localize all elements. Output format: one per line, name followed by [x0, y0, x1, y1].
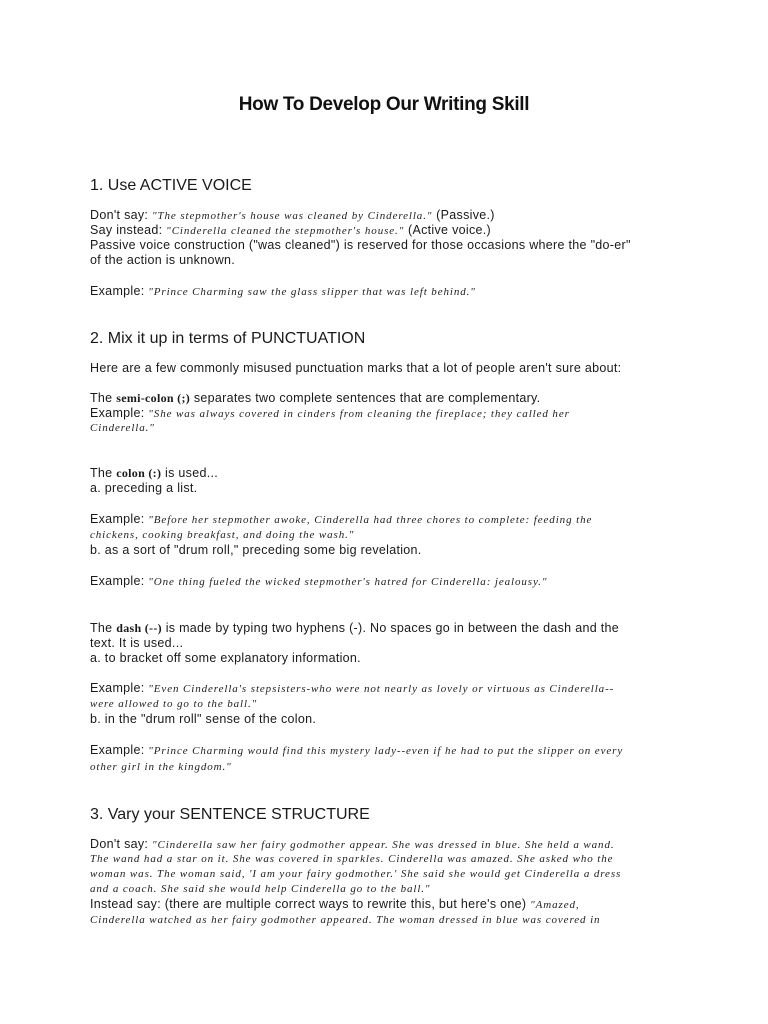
s2-intro: Here are a few commonly misused punctuation marks that a lot of people aren't sure about:	[90, 361, 622, 375]
s3-instead-text1: "Amazed,	[530, 899, 580, 911]
s2-semi-example-line1	[90, 406, 678, 422]
s2-dash-b: b. in the "drum roll" sense of the colon.	[90, 712, 317, 726]
s2-colon-ex2-line	[90, 574, 678, 590]
s1-dont-suffix: (Passive.)	[432, 208, 495, 222]
s2-colon-term: colon (:)	[116, 466, 162, 480]
s2-dash-line	[90, 621, 678, 636]
s2-dash-ex2-label: Example:	[90, 743, 149, 757]
s2-dash-line2: text. It is used...	[90, 636, 184, 650]
s2-semi-term: semi-colon (;)	[116, 391, 191, 405]
s2-dash-term: dash (--)	[116, 621, 162, 635]
s1-instead-label: Say instead:	[90, 223, 167, 237]
s2-dash-ex2-line2: other girl in the kingdom."	[90, 761, 232, 773]
s2-colon-ex1-line1	[90, 512, 678, 528]
s2-dash-a: a. to bracket off some explanatory information.	[90, 651, 361, 665]
s1-example-label: Example:	[90, 284, 149, 298]
s2-dash-ex1-line1	[90, 681, 678, 697]
s1-example-line	[90, 284, 678, 300]
s1-instead-example: "Cinderella cleaned the stepmother's house."	[166, 225, 405, 237]
s1-note-line1: Passive voice construction ("was cleaned") is reserved for those occasions where the "do-er"	[90, 238, 631, 252]
s2-colon-b: b. as a sort of "drum roll," preceding some big revelation.	[90, 543, 422, 557]
s1-dont-label: Don't say:	[90, 208, 152, 222]
s2-semi-example-text1: "She was always covered in cinders from cleaning the fireplace; they called her	[148, 408, 570, 420]
s2-semicolon-line	[90, 391, 678, 406]
s2-dash-ex1-label: Example:	[90, 681, 149, 695]
section-3-heading: 3. Vary your SENTENCE STRUCTURE	[90, 806, 370, 823]
s2-colon-ex1-line2: chickens, cooking breakfast, and doing the wash."	[90, 529, 355, 541]
s2-dash-ex1-line2: were allowed to go to the ball."	[90, 698, 258, 710]
s2-semi-prefix: The	[90, 391, 117, 405]
s2-colon-a: a. preceding a list.	[90, 481, 198, 495]
s2-colon-ex2-label: Example:	[90, 574, 149, 588]
page-title: How To Develop Our Writing Skill	[238, 94, 530, 115]
s2-semi-rest: separates two complete sentences that are complementary.	[190, 391, 541, 405]
s2-dash-rest: is made by typing two hyphens (-). No spaces go in between the dash and the	[161, 621, 620, 635]
s2-semi-example-line2: Cinderella."	[90, 422, 155, 434]
s2-colon-ex1-text1: "Before her stepmother awoke, Cinderella had three chores to complete: feeding the	[148, 514, 593, 526]
s1-instead-line	[90, 223, 678, 239]
s2-colon-rest: is used...	[161, 466, 219, 480]
s1-dont-line	[90, 208, 678, 224]
section-1-heading: 1. Use ACTIVE VOICE	[90, 177, 252, 194]
s1-dont-example: "The stepmother's house was cleaned by Cinderella."	[151, 210, 433, 222]
s2-dash-ex2-text1: "Prince Charming would find this mystery lady--even if he had to put the slipper on every	[148, 745, 624, 757]
s2-colon-ex2-text: "One thing fueled the wicked stepmother's hatred for Cinderella: jealousy."	[148, 576, 548, 588]
s3-instead-label: Instead say: (there are multiple correct ways to rewrite this, but here's one)	[90, 897, 531, 911]
s2-colon-ex1-label: Example:	[90, 512, 149, 526]
s3-dont-line2: The wand had a star on it. She was covered in sparkles. Cinderella was amazed. She asked who the	[90, 853, 614, 865]
s2-dash-ex2-line1	[90, 743, 678, 759]
s3-instead-line1	[90, 897, 678, 913]
s3-dont-text1: "Cinderella saw her fairy godmother appear. She was dressed in blue. She held a wand.	[151, 839, 615, 851]
s2-colon-line	[90, 466, 678, 481]
s3-dont-line1	[90, 837, 678, 853]
section-2-heading: 2. Mix it up in terms of PUNCTUATION	[90, 330, 366, 347]
s3-instead-line2: Cinderella watched as her fairy godmother appeared. The woman dressed in blue was covered in	[90, 914, 601, 926]
s2-dash-prefix: The	[90, 621, 117, 635]
s3-dont-label: Don't say:	[90, 837, 152, 851]
s1-instead-suffix: (Active voice.)	[404, 223, 491, 237]
s3-dont-line4: and a coach. She said she would help Cinderella go to the ball."	[90, 883, 431, 895]
s2-colon-prefix: The	[90, 466, 117, 480]
s1-example-text: "Prince Charming saw the glass slipper that was left behind."	[148, 286, 476, 298]
s3-dont-line3: woman was. The woman said, 'I am your fairy godmother.' She said she would get Cinderella a dress	[90, 868, 622, 880]
s2-semi-example-label: Example:	[90, 406, 149, 420]
s2-dash-ex1-text1: "Even Cinderella's stepsisters-who were not nearly as lovely or virtuous as Cinderella--	[148, 683, 615, 695]
s1-note-line2: of the action is unknown.	[90, 253, 236, 267]
